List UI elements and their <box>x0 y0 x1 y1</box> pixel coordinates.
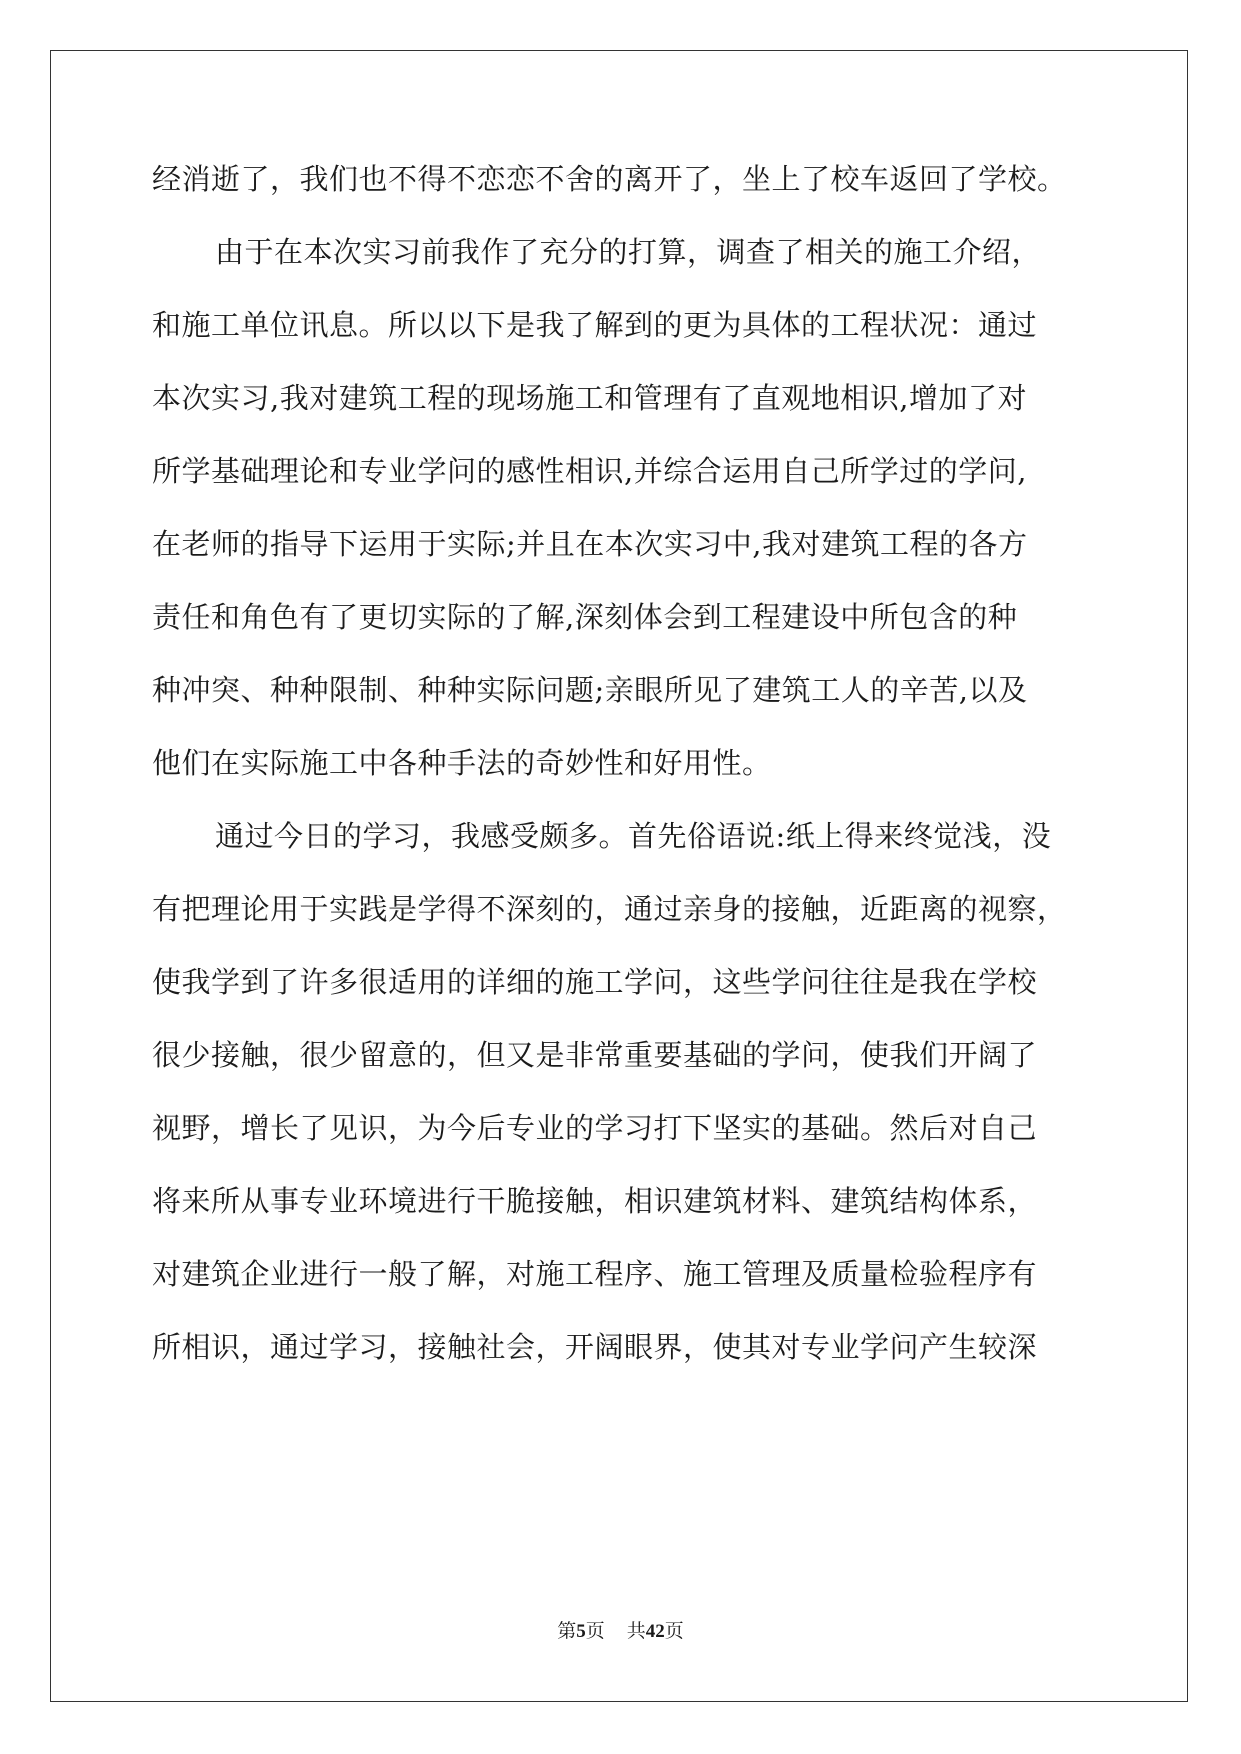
text-line: 使我学到了许多很适用的详细的施工学问，这些学问往往是我在学校 <box>152 965 1038 999</box>
text-line: 通过今日的学习，我感受颇多。首先俗语说:纸上得来终觉浅，没 <box>215 819 1052 853</box>
page-suffix: 页 <box>585 1621 605 1642</box>
text-line: 本次实习,我对建筑工程的现场施工和管理有了直观地相识,增加了对 <box>152 381 1027 415</box>
page-footer <box>0 1616 1241 1643</box>
text-line: 在老师的指导下运用于实际;并且在本次实习中,我对建筑工程的各方 <box>152 527 1028 561</box>
text-line: 经消逝了，我们也不得不恋恋不舍的离开了，坐上了校车返回了学校。 <box>152 162 1067 196</box>
text-line: 对建筑企业进行一般了解，对施工程序、施工管理及质量检验程序有 <box>152 1257 1038 1291</box>
text-line: 由于在本次实习前我作了充分的打算，调查了相关的施工介绍， <box>215 235 1042 269</box>
document-body <box>152 162 1092 1403</box>
text-line: 责任和角色有了更切实际的了解,深刻体会到工程建设中所包含的种 <box>152 600 1018 634</box>
total-pages: 42 <box>645 1621 665 1642</box>
text-line: 很少接触，很少留意的，但又是非常重要基础的学问，使我们开阔了 <box>152 1038 1038 1072</box>
text-line: 将来所从事专业环境进行干脆接触，相识建筑材料、建筑结构体系， <box>152 1184 1038 1218</box>
page-number: 5 <box>576 1621 586 1642</box>
text-line: 所学基础理论和专业学问的感性相识,并综合运用自己所学过的学问, <box>152 454 1027 488</box>
total-suffix: 页 <box>664 1621 684 1642</box>
text-line: 有把理论用于实践是学得不深刻的，通过亲身的接触，近距离的视察， <box>152 892 1067 926</box>
text-line: 和施工单位讯息。所以以下是我了解到的更为具体的工程状况：通过 <box>152 308 1038 342</box>
page-prefix: 第 <box>557 1621 577 1642</box>
text-line: 种冲突、种种限制、种种实际问题;亲眼所见了建筑工人的辛苦,以及 <box>152 673 1028 707</box>
text-line: 视野，增长了见识，为今后专业的学习打下坚实的基础。然后对自己 <box>152 1111 1038 1145</box>
total-prefix: 共 <box>626 1621 646 1642</box>
text-line: 他们在实际施工中各种手法的奇妙性和好用性。 <box>152 746 772 780</box>
text-line: 所相识，通过学习，接触社会，开阔眼界，使其对专业学问产生较深 <box>152 1330 1038 1364</box>
